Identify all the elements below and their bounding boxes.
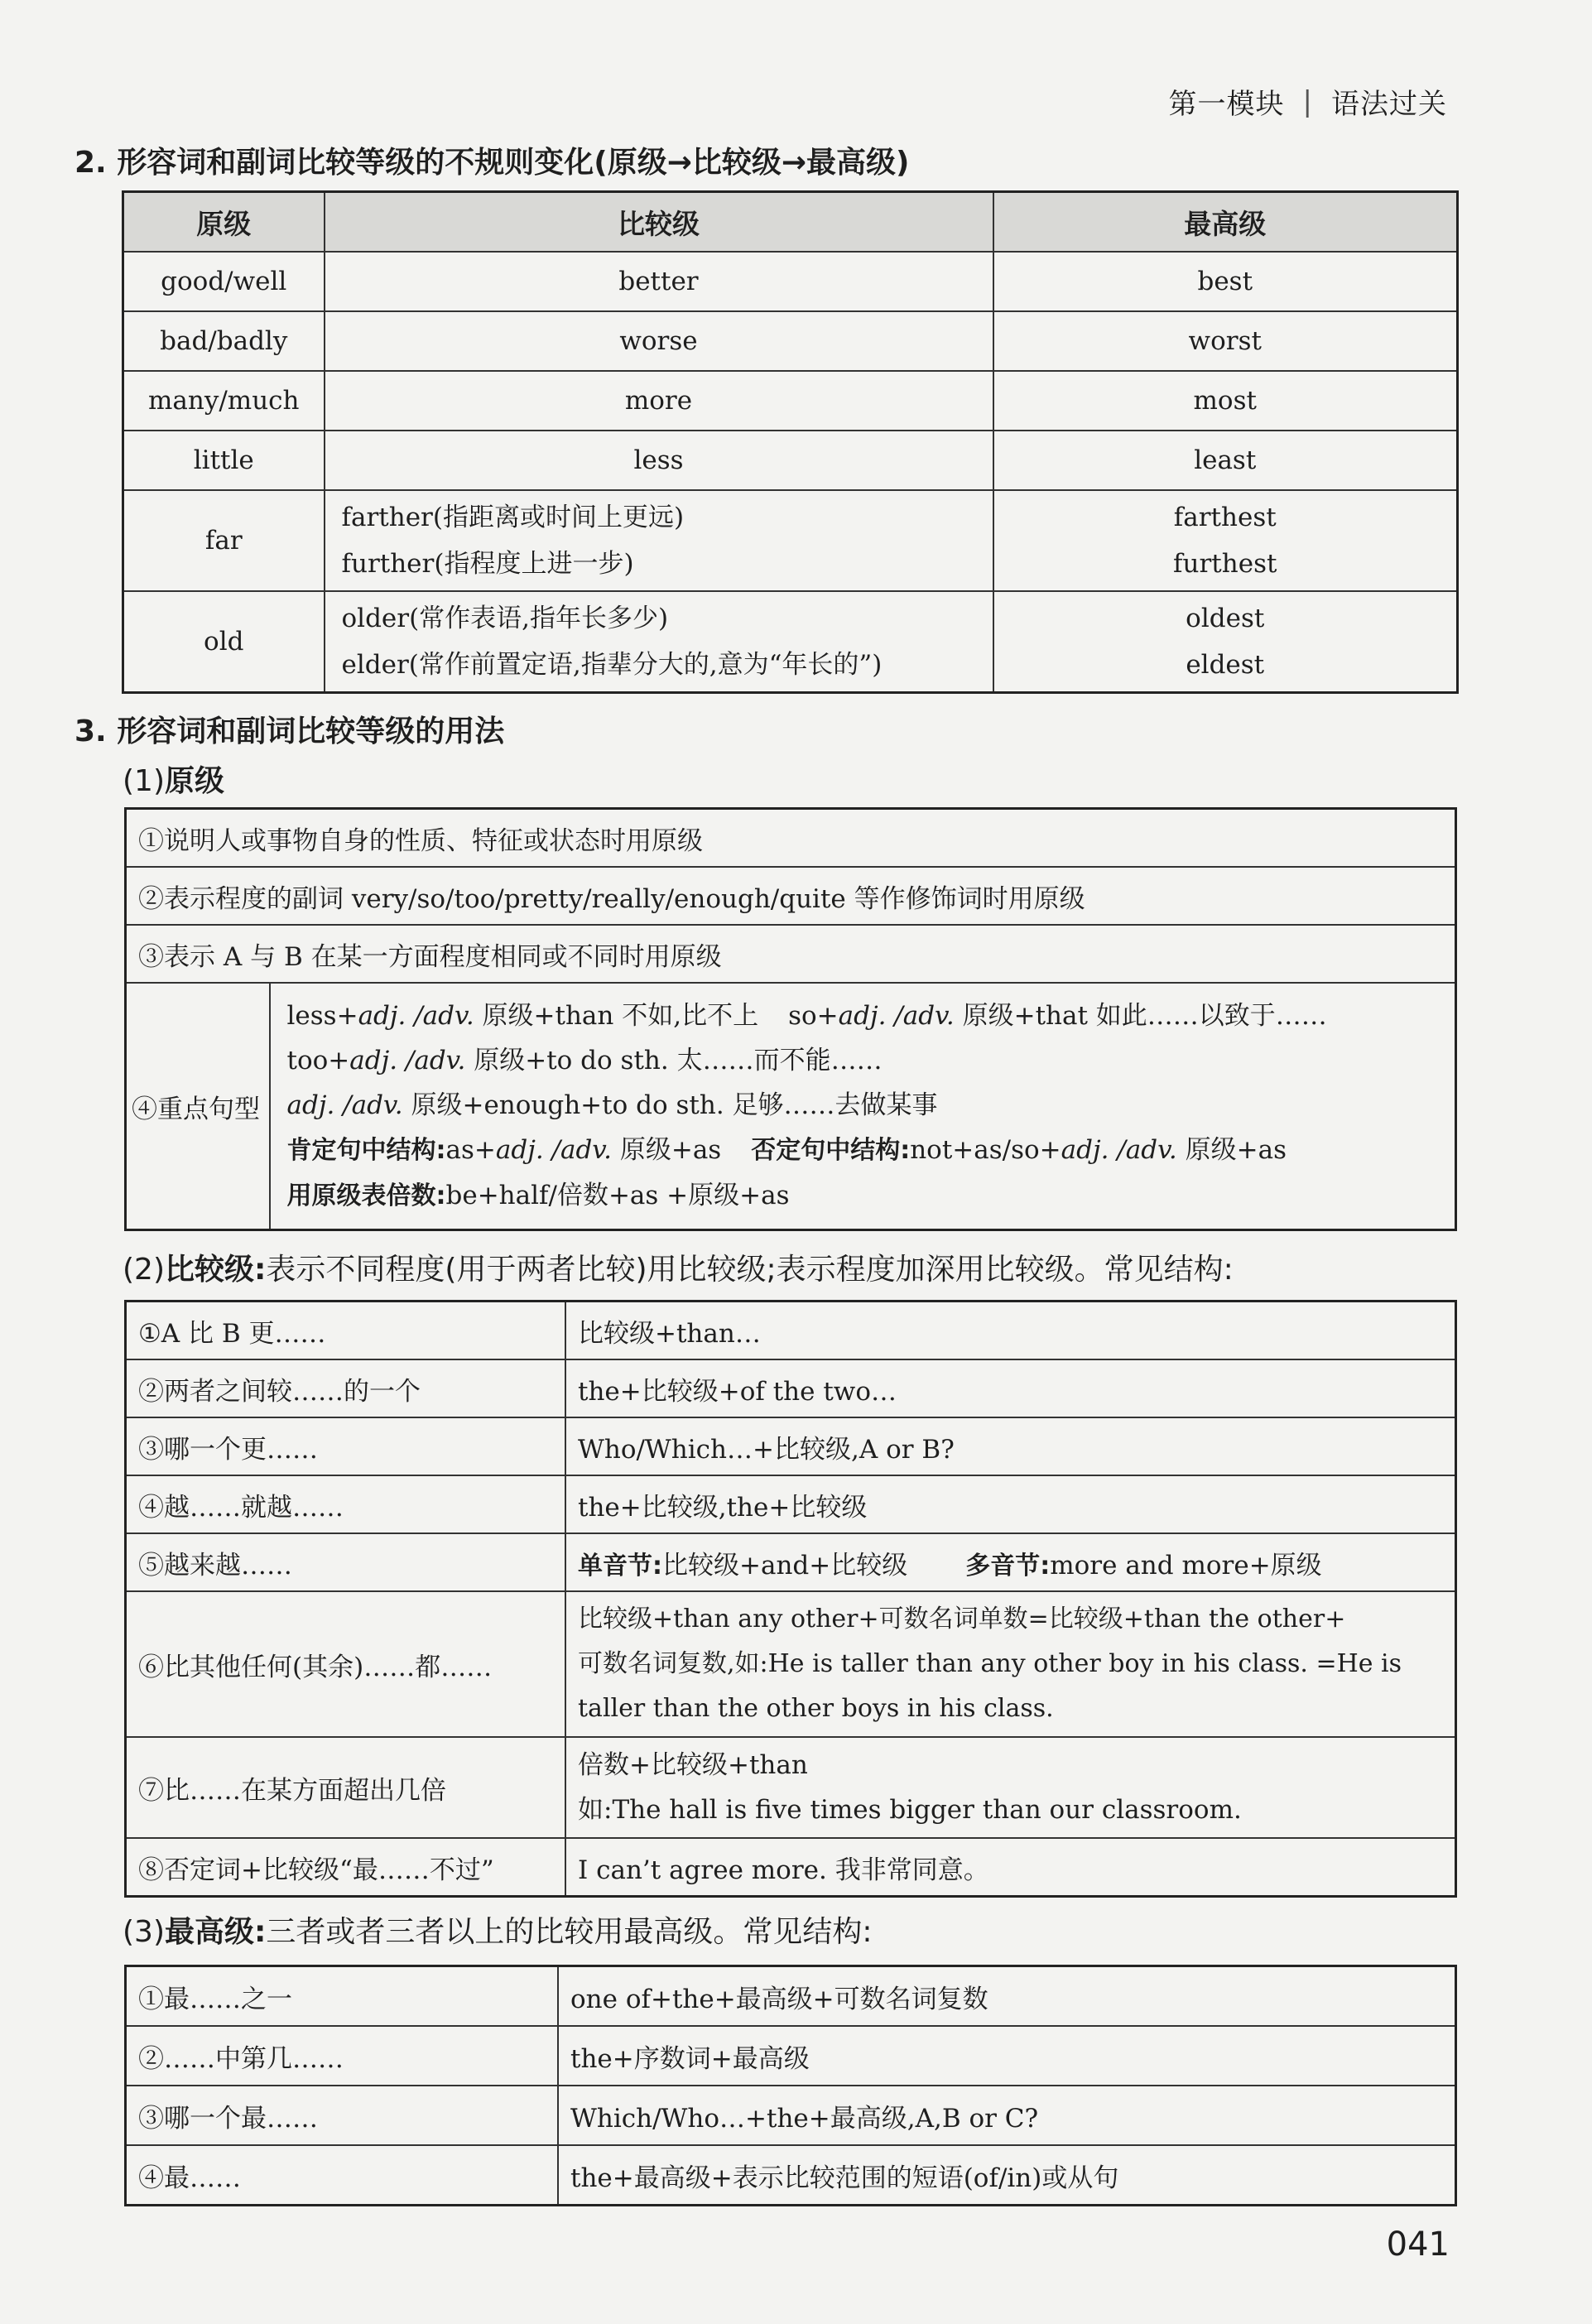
table-header-row bbox=[123, 192, 1458, 253]
table-row bbox=[126, 2026, 1456, 2086]
pattern-italic: adj. /adv. bbox=[838, 1001, 955, 1031]
table-row bbox=[126, 1966, 1456, 2027]
structure-pattern: the+最高级+表示比较范围的短语(of/in)或从句 bbox=[558, 2145, 1456, 2206]
pattern-line: 可数名词复数,如:He is taller than any other boy in his class. =He is bbox=[578, 1649, 1402, 1678]
table-row bbox=[126, 983, 1456, 1230]
pattern-italic: adj. /adv. bbox=[358, 1001, 474, 1031]
structure-meaning: ①A 比 B 更…… bbox=[126, 1302, 566, 1360]
pattern-bold: 肯定句中结构: bbox=[286, 1136, 446, 1165]
superlative-degree-table bbox=[124, 1965, 1457, 2206]
structure-pattern: the+比较级+of the two… bbox=[565, 1359, 1456, 1417]
superlative-heading-text: 三者或者三者以上的比较用最高级。常见结构: bbox=[266, 1915, 873, 1949]
superlative-form bbox=[993, 591, 1458, 693]
superlative-form: most bbox=[993, 371, 1458, 431]
pattern-text: so+ bbox=[788, 1001, 839, 1031]
base-form: good/well bbox=[123, 252, 325, 311]
comparative-heading-text: 表示不同程度(用于两者比较)用比较级;表示程度加深用比较级。常见结构: bbox=[266, 1253, 1234, 1287]
table-row bbox=[123, 371, 1458, 431]
pattern-line bbox=[287, 1083, 1439, 1128]
superlative-form: least bbox=[993, 431, 1458, 490]
key-patterns-label: ④重点句型 bbox=[126, 983, 270, 1230]
table-row bbox=[126, 1475, 1456, 1533]
pattern-text: 原级+enough+to do sth. 足够……去做某事 bbox=[402, 1090, 938, 1120]
superlative-form: best bbox=[993, 252, 1458, 311]
superlative-heading-num: (3) bbox=[123, 1915, 165, 1949]
comparative-form bbox=[325, 490, 993, 591]
structure-pattern: the+比较级,the+比较级 bbox=[565, 1475, 1456, 1533]
usage-rule: ①说明人或事物自身的性质、特征或状态时用原级 bbox=[126, 809, 1456, 868]
table-row bbox=[126, 1533, 1456, 1591]
table-row bbox=[123, 490, 1458, 591]
monosyllable-pattern: 比较级+and+比较级 bbox=[662, 1550, 908, 1581]
table-row bbox=[126, 1359, 1456, 1417]
structure-meaning: ⑥比其他任何(其余)……都…… bbox=[126, 1591, 566, 1737]
structure-pattern: one of+the+最高级+可数名词复数 bbox=[558, 1966, 1456, 2027]
structure-pattern: I can’t agree more. 我非常同意。 bbox=[565, 1838, 1456, 1897]
superlative-line: farthest bbox=[1173, 503, 1277, 532]
pattern-text: be+half/倍数+as +原级+as bbox=[445, 1181, 790, 1210]
pattern-text: not+as/so+ bbox=[910, 1135, 1061, 1165]
pattern-line bbox=[287, 994, 1439, 1038]
polysyllable-pattern: more and more+原级 bbox=[1050, 1550, 1322, 1581]
structure-meaning: ⑤越来越…… bbox=[126, 1533, 566, 1591]
pattern-text: 原级+to do sth. 太……而不能…… bbox=[465, 1046, 883, 1075]
structure-meaning: ⑦比……在某方面超出几倍 bbox=[126, 1737, 566, 1838]
pattern-italic: adj. /adv. bbox=[1061, 1135, 1177, 1165]
section-3-title: 3. 形容词和副词比较等级的用法 bbox=[75, 715, 505, 748]
comparative-heading-label: 比较级: bbox=[165, 1253, 267, 1287]
module-label: 第一模块 bbox=[1168, 88, 1285, 121]
table-row bbox=[126, 1737, 1456, 1838]
comparative-form: better bbox=[325, 252, 993, 311]
structure-meaning: ④越……就越…… bbox=[126, 1475, 566, 1533]
table-row bbox=[126, 1302, 1456, 1360]
comparative-degree-table bbox=[124, 1300, 1457, 1898]
table-row bbox=[126, 2086, 1456, 2145]
structure-pattern: 比较级+than… bbox=[565, 1302, 1456, 1360]
base-form: old bbox=[123, 591, 325, 693]
usage-rule: ③表示 A 与 B 在某一方面程度相同或不同时用原级 bbox=[126, 925, 1456, 983]
comparative-form: more bbox=[325, 371, 993, 431]
pattern-bold: 用原级表倍数: bbox=[286, 1181, 446, 1210]
pattern-italic: adj. /adv. bbox=[349, 1046, 466, 1075]
structure-pattern: Which/Who…+the+最高级,A,B or C? bbox=[558, 2086, 1456, 2145]
section-2-title: 2. 形容词和副词比较等级的不规则变化(原级→比较级→最高级) bbox=[75, 146, 910, 180]
structure-pattern: the+序数词+最高级 bbox=[558, 2026, 1456, 2086]
table-row bbox=[126, 2145, 1456, 2206]
polysyllable-label: 多音节: bbox=[965, 1551, 1051, 1581]
pattern-text: less+ bbox=[286, 1001, 358, 1031]
structure-pattern: Who/Which…+比较级,A or B? bbox=[565, 1417, 1456, 1475]
comparative-form: worse bbox=[325, 311, 993, 371]
pattern-text: too+ bbox=[286, 1046, 350, 1075]
pattern-italic: adj. /adv. bbox=[495, 1135, 612, 1165]
pattern-line bbox=[287, 1128, 1439, 1173]
table-row bbox=[126, 809, 1456, 868]
base-form: bad/badly bbox=[123, 311, 325, 371]
positive-heading bbox=[123, 758, 224, 800]
structure-pattern bbox=[565, 1737, 1456, 1838]
structure-pattern bbox=[565, 1591, 1456, 1737]
page-number: 041 bbox=[1386, 2225, 1450, 2264]
comparative-heading-num: (2) bbox=[123, 1253, 165, 1287]
section-label: 语法过关 bbox=[1331, 88, 1447, 121]
superlative-line: furthest bbox=[1173, 549, 1277, 579]
table-row bbox=[126, 1417, 1456, 1475]
positive-heading-label: 原级 bbox=[165, 764, 225, 798]
table-row bbox=[126, 1838, 1456, 1897]
superlative-line: eldest bbox=[1186, 650, 1265, 680]
table-row bbox=[123, 591, 1458, 693]
column-header-base: 原级 bbox=[123, 192, 325, 253]
pattern-line bbox=[287, 1038, 1439, 1083]
monosyllable-label: 单音节: bbox=[578, 1551, 662, 1581]
pattern-line: 倍数+比较级+than bbox=[578, 1750, 808, 1780]
usage-rule: ②表示程度的副词 very/so/too/pretty/really/enough/quite 等作修饰词时用原级 bbox=[126, 867, 1456, 925]
structure-meaning: ③哪一个最…… bbox=[126, 2086, 559, 2145]
pattern-line: 如:The hall is five times bigger than our classroom. bbox=[578, 1795, 1242, 1825]
pattern-text: as+ bbox=[445, 1135, 496, 1165]
pattern-bold: 否定句中结构: bbox=[751, 1136, 911, 1165]
comparative-line: farther(指距离或时间上更远) bbox=[341, 503, 685, 532]
positive-degree-table bbox=[124, 807, 1457, 1231]
superlative-form bbox=[993, 490, 1458, 591]
comparative-form bbox=[325, 591, 993, 693]
structure-meaning: ④最…… bbox=[126, 2145, 559, 2206]
column-header-comparative: 比较级 bbox=[325, 192, 993, 253]
base-form: far bbox=[123, 490, 325, 591]
header-separator: | bbox=[1302, 84, 1313, 118]
irregular-comparison-table bbox=[122, 190, 1459, 694]
column-header-superlative: 最高级 bbox=[993, 192, 1458, 253]
superlative-heading bbox=[123, 1908, 873, 1951]
running-header bbox=[1169, 81, 1447, 122]
table-row bbox=[123, 252, 1458, 311]
structure-pattern bbox=[565, 1533, 1456, 1591]
table-row bbox=[126, 1591, 1456, 1737]
pattern-line: 比较级+than any other+可数名词单数=比较级+than the other+ bbox=[578, 1605, 1346, 1634]
key-patterns bbox=[270, 983, 1456, 1230]
table-row bbox=[123, 431, 1458, 490]
base-form: many/much bbox=[123, 371, 325, 431]
pattern-text: 原级+than 不如,比不上 bbox=[474, 1001, 759, 1031]
pattern-line bbox=[287, 1173, 1439, 1219]
structure-meaning: ③哪一个更…… bbox=[126, 1417, 566, 1475]
base-form: little bbox=[123, 431, 325, 490]
table-row bbox=[123, 311, 1458, 371]
pattern-line: taller than the other boys in his class. bbox=[578, 1694, 1054, 1723]
structure-meaning: ⑧否定词+比较级“最……不过” bbox=[126, 1838, 566, 1897]
superlative-form: worst bbox=[993, 311, 1458, 371]
comparative-form: less bbox=[325, 431, 993, 490]
comparative-line: older(常作表语,指年长多少) bbox=[341, 604, 669, 633]
structure-meaning: ②……中第几…… bbox=[126, 2026, 559, 2086]
positive-heading-num: (1) bbox=[123, 764, 165, 798]
pattern-text: 原级+as bbox=[1176, 1135, 1287, 1165]
pattern-text: 原级+that 如此……以致于…… bbox=[954, 1001, 1327, 1031]
superlative-line: oldest bbox=[1186, 604, 1265, 633]
superlative-heading-label: 最高级: bbox=[165, 1915, 267, 1949]
table-row bbox=[126, 925, 1456, 983]
table-row bbox=[126, 867, 1456, 925]
pattern-italic: adj. /adv. bbox=[286, 1090, 403, 1120]
comparative-line: further(指程度上进一步) bbox=[341, 549, 634, 579]
structure-meaning: ②两者之间较……的一个 bbox=[126, 1359, 566, 1417]
comparative-line: elder(常作前置定语,指辈分大的,意为“年长的”) bbox=[341, 650, 883, 680]
pattern-text: 原级+as bbox=[611, 1135, 722, 1165]
structure-meaning: ①最……之一 bbox=[126, 1966, 559, 2027]
comparative-heading bbox=[123, 1246, 1234, 1288]
